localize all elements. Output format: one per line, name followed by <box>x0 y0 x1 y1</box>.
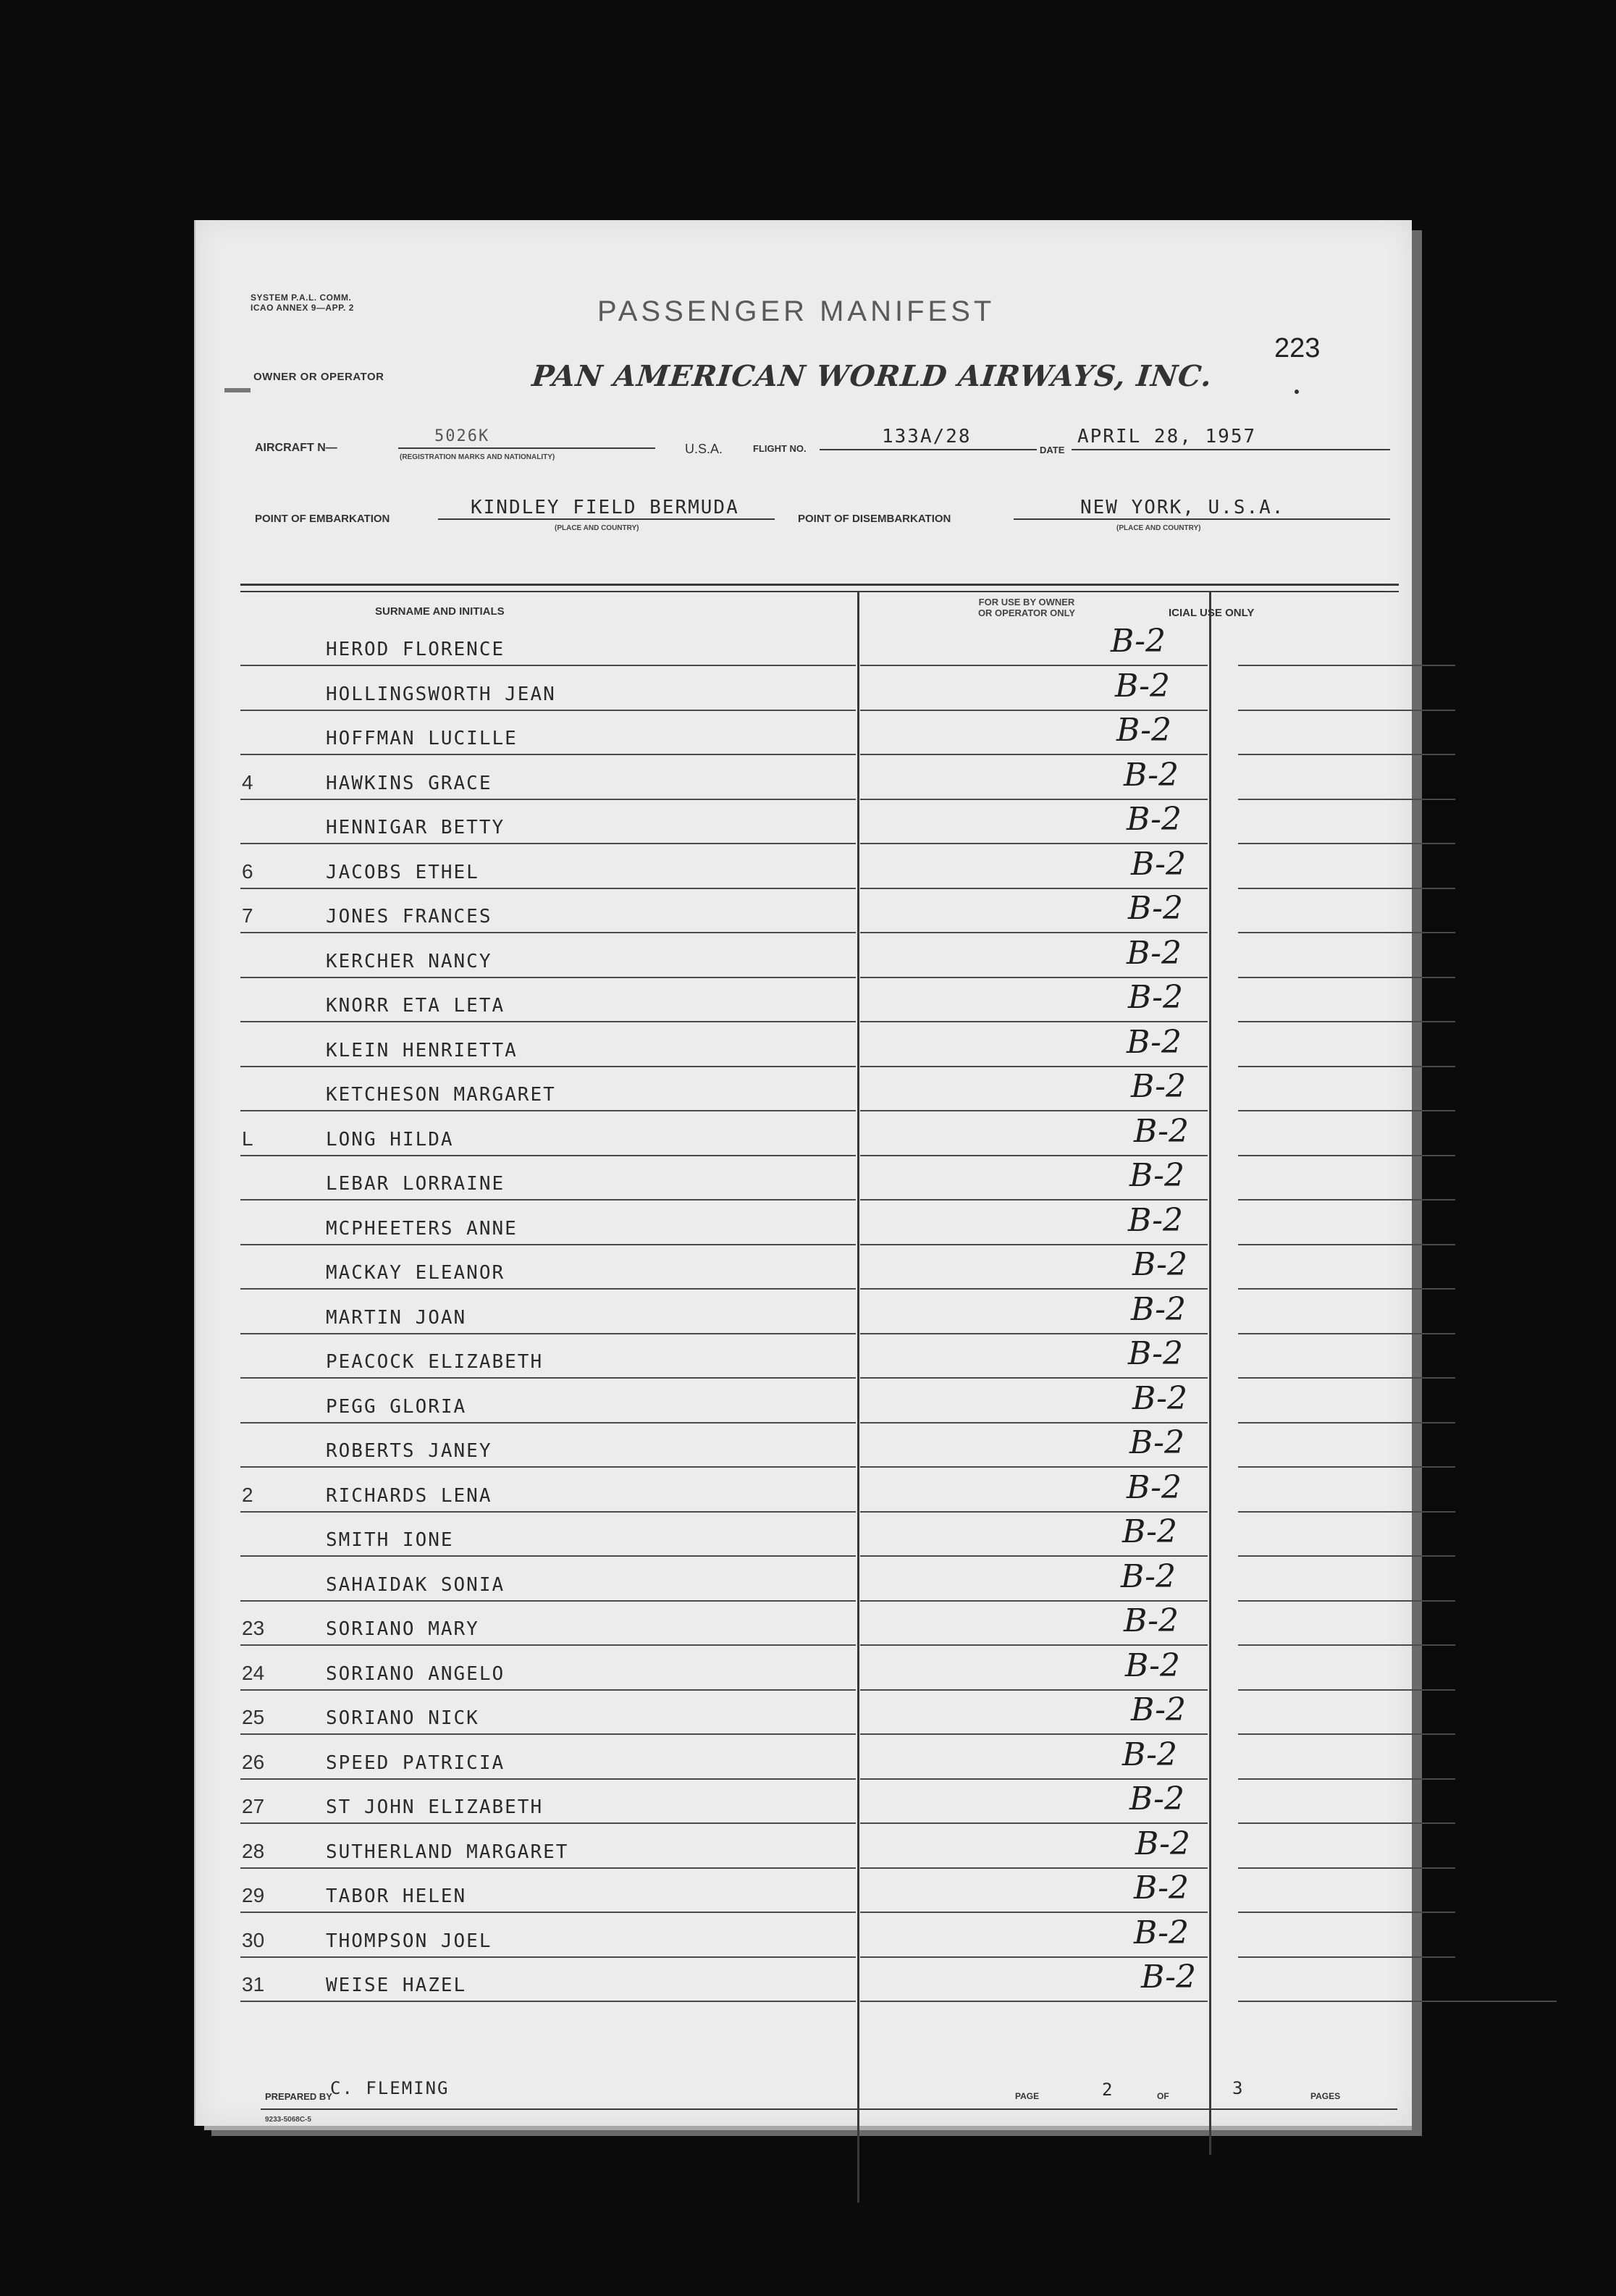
row-rule <box>1238 1155 1455 1156</box>
row-rule <box>860 1288 1208 1290</box>
visa-class: B-2 <box>1111 623 1166 660</box>
passenger-name: RICHARDS LENA <box>326 1485 492 1507</box>
form-id <box>251 293 354 313</box>
row-rule <box>1238 1110 1455 1111</box>
row-rule <box>240 1244 856 1245</box>
embark-value: KINDLEY FIELD BERMUDA <box>471 497 739 518</box>
visa-class: B-2 <box>1127 801 1182 838</box>
passenger-name: KETCHESON MARGARET <box>326 1084 556 1106</box>
passenger-name: JACOBS ETHEL <box>326 862 479 883</box>
row-rule <box>240 1377 856 1379</box>
row-number: L <box>242 1127 253 1150</box>
passenger-name: KLEIN HENRIETTA <box>326 1040 518 1061</box>
row-number: 30 <box>242 1929 265 1951</box>
row-rule <box>1238 1600 1455 1602</box>
disembark-caption: (PLACE AND COUNTRY) <box>1116 524 1201 532</box>
visa-class: B-2 <box>1115 668 1171 705</box>
row-rule <box>1238 1244 1455 1245</box>
table-top-rule <box>240 591 1399 592</box>
row-rule <box>860 1422 1208 1424</box>
stamp-dot <box>1295 390 1299 394</box>
visa-class: B-2 <box>1141 1959 1197 1996</box>
passenger-name: SORIANO ANGELO <box>326 1663 505 1685</box>
row-rule <box>860 1912 1208 1913</box>
row-rule <box>240 1422 856 1424</box>
visa-class: B-2 <box>1127 1469 1182 1506</box>
row-rule <box>1238 1021 1455 1022</box>
passenger-name: ROBERTS JANEY <box>326 1440 492 1462</box>
row-rule <box>1238 1689 1455 1691</box>
passenger-name: SPEED PATRICIA <box>326 1752 505 1774</box>
passenger-name: MARTIN JOAN <box>326 1307 467 1329</box>
row-rule <box>1238 1778 1455 1780</box>
visa-class: B-2 <box>1131 846 1187 883</box>
row-rule <box>1238 843 1455 844</box>
row-rule <box>860 1689 1208 1691</box>
passenger-name: HAWKINS GRACE <box>326 773 492 794</box>
owner-use-header-line: FOR USE BY OWNER <box>978 597 1075 607</box>
passenger-name: HOLLINGSWORTH JEAN <box>326 684 556 705</box>
row-rule <box>240 1199 856 1200</box>
form-number: 9233-5068C-5 <box>265 2116 311 2124</box>
row-rule <box>240 1288 856 1290</box>
surname-header: SURNAME AND INITIALS <box>375 605 505 618</box>
passenger-name: HEROD FLORENCE <box>326 639 505 660</box>
visa-class: B-2 <box>1124 1602 1179 1639</box>
row-rule <box>860 932 1208 933</box>
row-number: 26 <box>242 1751 265 1773</box>
passenger-name: KERCHER NANCY <box>326 951 492 972</box>
row-rule <box>240 2001 856 2002</box>
aircraft-label: AIRCRAFT N— <box>255 442 337 454</box>
visa-class: B-2 <box>1127 1024 1182 1061</box>
row-number: 7 <box>242 904 253 927</box>
row-rule <box>240 665 856 666</box>
form-id-line: ICAO ANNEX 9—APP. 2 <box>251 303 354 313</box>
visa-class: B-2 <box>1131 1291 1187 1328</box>
row-rule <box>1238 710 1455 711</box>
row-rule <box>860 1244 1208 1245</box>
visa-class: B-2 <box>1122 1736 1178 1773</box>
passenger-name: LONG HILDA <box>326 1129 454 1151</box>
of-label: OF <box>1157 2091 1169 2101</box>
row-rule <box>860 1110 1208 1111</box>
visa-class: B-2 <box>1128 890 1184 927</box>
date-underline <box>1072 449 1390 450</box>
row-rule <box>1238 1644 1455 1646</box>
row-rule <box>860 1021 1208 1022</box>
passenger-name: JONES FRANCES <box>326 906 492 928</box>
flight-date: APRIL 28, 1957 <box>1077 426 1257 447</box>
page-label: PAGE <box>1015 2091 1040 2101</box>
row-number: 27 <box>242 1795 265 1817</box>
visa-class: B-2 <box>1129 1780 1185 1817</box>
disembark-label: POINT OF DISEMBARKATION <box>798 513 951 525</box>
row-rule <box>240 1600 856 1602</box>
visa-class: B-2 <box>1132 1380 1188 1417</box>
flight-prefix: U.S.A. <box>685 442 723 456</box>
visa-class: B-2 <box>1122 1513 1178 1550</box>
row-rule <box>860 1155 1208 1156</box>
passenger-name: PEGG GLORIA <box>326 1396 467 1418</box>
row-rule <box>860 1377 1208 1379</box>
row-rule <box>240 1511 856 1513</box>
row-rule <box>1238 977 1455 978</box>
row-rule <box>240 799 856 800</box>
visa-class: B-2 <box>1127 935 1182 972</box>
row-rule <box>240 977 856 978</box>
row-rule <box>860 1956 1208 1958</box>
row-rule <box>240 1466 856 1468</box>
margin-mark <box>224 388 251 392</box>
row-rule <box>240 1155 856 1156</box>
flight-underline <box>820 449 1037 450</box>
row-rule <box>1238 932 1455 933</box>
aircraft-caption: (REGISTRATION MARKS AND NATIONALITY) <box>400 453 555 461</box>
row-rule <box>1238 665 1455 666</box>
row-rule <box>240 1689 856 1691</box>
row-rule <box>1238 1288 1455 1290</box>
row-rule <box>860 1066 1208 1067</box>
row-rule <box>240 1555 856 1557</box>
column-divider-left <box>857 591 859 2203</box>
disembark-value: NEW YORK, U.S.A. <box>1080 497 1285 518</box>
row-rule <box>1238 1867 1455 1869</box>
row-rule <box>1238 1912 1455 1913</box>
row-number: 25 <box>242 1706 265 1728</box>
row-rule <box>860 754 1208 755</box>
owner-label: OWNER OR OPERATOR <box>253 371 384 383</box>
visa-class: B-2 <box>1129 1424 1185 1461</box>
passenger-name: TABOR HELEN <box>326 1885 467 1907</box>
passenger-name: ST JOHN ELIZABETH <box>326 1796 544 1818</box>
passenger-name: SMITH IONE <box>326 1529 454 1551</box>
row-rule <box>240 1021 856 1022</box>
visa-class: B-2 <box>1131 1068 1187 1105</box>
visa-class: B-2 <box>1134 1914 1190 1951</box>
passenger-name: HOFFMAN LUCILLE <box>326 728 518 749</box>
row-rule <box>1238 1555 1455 1557</box>
prepared-by-label: PREPARED BY <box>265 2091 332 2102</box>
total-pages: 3 <box>1232 2078 1245 2098</box>
aircraft-value: 5026K <box>434 427 490 445</box>
row-rule <box>240 1733 856 1735</box>
row-rule <box>860 1555 1208 1557</box>
row-number: 2 <box>242 1484 253 1506</box>
official-use-header <box>1168 607 1253 619</box>
visa-class: B-2 <box>1135 1825 1191 1862</box>
row-rule <box>240 843 856 844</box>
row-rule <box>860 1867 1208 1869</box>
passenger-name: LEBAR LORRAINE <box>326 1173 505 1195</box>
row-rule <box>240 1956 856 1958</box>
row-rule <box>240 1333 856 1334</box>
visa-class: B-2 <box>1125 1647 1181 1684</box>
visa-class: B-2 <box>1134 1870 1190 1906</box>
row-rule <box>860 1733 1208 1735</box>
row-number: 31 <box>242 1973 265 1996</box>
row-rule <box>1238 1822 1455 1824</box>
row-rule <box>1238 1511 1455 1513</box>
row-number: 6 <box>242 860 253 883</box>
visa-class: B-2 <box>1129 1157 1185 1194</box>
row-rule <box>240 932 856 933</box>
form-id-line: SYSTEM P.A.L. COMM. <box>251 293 352 303</box>
embark-label: POINT OF EMBARKATION <box>255 513 390 525</box>
row-rule <box>1238 1733 1455 1735</box>
disembark-underline <box>1014 518 1390 520</box>
row-rule <box>860 843 1208 844</box>
flight-number: 133A/28 <box>882 426 972 447</box>
row-number: 29 <box>242 1884 265 1906</box>
row-rule <box>860 1600 1208 1602</box>
visa-class: B-2 <box>1121 1558 1177 1595</box>
owner-use-header-line: OR OPERATOR ONLY <box>977 607 1076 618</box>
visa-class: B-2 <box>1116 712 1172 749</box>
row-number: 28 <box>242 1840 265 1862</box>
row-rule <box>860 1199 1208 1200</box>
official-use-header-text: ICIAL USE ONLY <box>1169 607 1255 619</box>
page-title: PASSENGER MANIFEST <box>597 295 996 327</box>
passenger-name: MACKAY ELEANOR <box>326 1262 505 1284</box>
row-rule <box>240 888 856 889</box>
row-rule <box>860 1778 1208 1780</box>
row-rule <box>860 1644 1208 1646</box>
visa-class: B-2 <box>1124 757 1179 794</box>
operator-name: PAN AMERICAN WORLD AIRWAYS, INC. <box>530 359 1214 393</box>
row-rule <box>240 1110 856 1111</box>
row-rule <box>1238 2001 1557 2002</box>
row-number: 23 <box>242 1617 265 1639</box>
table-top-rule <box>240 584 1399 586</box>
row-rule <box>240 1066 856 1067</box>
row-rule <box>860 977 1208 978</box>
footer-rule <box>261 2108 1397 2110</box>
row-number: 4 <box>242 771 253 794</box>
row-rule <box>860 1822 1208 1824</box>
manifest-page <box>194 220 1412 2126</box>
row-rule <box>240 1867 856 1869</box>
row-rule <box>860 799 1208 800</box>
page-stamp-number: 223 <box>1274 333 1321 363</box>
passenger-name: SUTHERLAND MARGARET <box>326 1841 569 1863</box>
row-rule <box>860 665 1208 666</box>
passenger-name: SORIANO MARY <box>326 1618 479 1640</box>
pages-label: PAGES <box>1310 2091 1341 2101</box>
page-number: 2 <box>1102 2080 1114 2100</box>
row-rule <box>1238 1466 1455 1468</box>
row-rule <box>240 1822 856 1824</box>
row-rule <box>860 1511 1208 1513</box>
row-rule <box>240 1912 856 1913</box>
row-rule <box>1238 888 1455 889</box>
row-rule <box>1238 1333 1455 1334</box>
row-rule <box>860 888 1208 889</box>
row-rule <box>860 1333 1208 1334</box>
row-rule <box>240 1778 856 1780</box>
row-rule <box>240 710 856 711</box>
row-rule <box>860 2001 1208 2002</box>
embark-underline <box>438 518 775 520</box>
row-rule <box>1238 1956 1455 1958</box>
passenger-name: HENNIGAR BETTY <box>326 817 505 838</box>
passenger-name: KNORR ETA LETA <box>326 995 505 1017</box>
row-rule <box>1238 1199 1455 1200</box>
embark-caption: (PLACE AND COUNTRY) <box>555 524 639 532</box>
passenger-name: PEACOCK ELIZABETH <box>326 1351 544 1373</box>
row-rule <box>1238 1422 1455 1424</box>
column-divider-right <box>1209 591 1211 2155</box>
passenger-name: SORIANO NICK <box>326 1707 479 1729</box>
date-label: DATE <box>1040 445 1065 455</box>
passenger-name: SAHAIDAK SONIA <box>326 1574 505 1596</box>
owner-use-header <box>925 597 1128 618</box>
row-rule <box>240 1644 856 1646</box>
row-rule <box>240 754 856 755</box>
row-rule <box>1238 1377 1455 1379</box>
visa-class: B-2 <box>1128 1202 1184 1239</box>
aircraft-underline <box>398 447 655 449</box>
flight-label: FLIGHT NO. <box>753 443 807 454</box>
visa-class: B-2 <box>1128 979 1184 1016</box>
row-rule <box>860 1466 1208 1468</box>
row-number: 24 <box>242 1662 265 1684</box>
visa-class: B-2 <box>1128 1335 1184 1372</box>
visa-class: B-2 <box>1132 1246 1188 1283</box>
row-rule <box>1238 1066 1455 1067</box>
visa-class: B-2 <box>1131 1691 1187 1728</box>
row-rule <box>1238 799 1455 800</box>
passenger-name: MCPHEETERS ANNE <box>326 1218 518 1240</box>
visa-class: B-2 <box>1134 1113 1190 1150</box>
row-rule <box>860 710 1208 711</box>
passenger-name: WEISE HAZEL <box>326 1975 467 1996</box>
prepared-by-value: C. FLEMING <box>330 2078 450 2098</box>
passenger-name: THOMPSON JOEL <box>326 1930 492 1952</box>
row-rule <box>1238 754 1455 755</box>
